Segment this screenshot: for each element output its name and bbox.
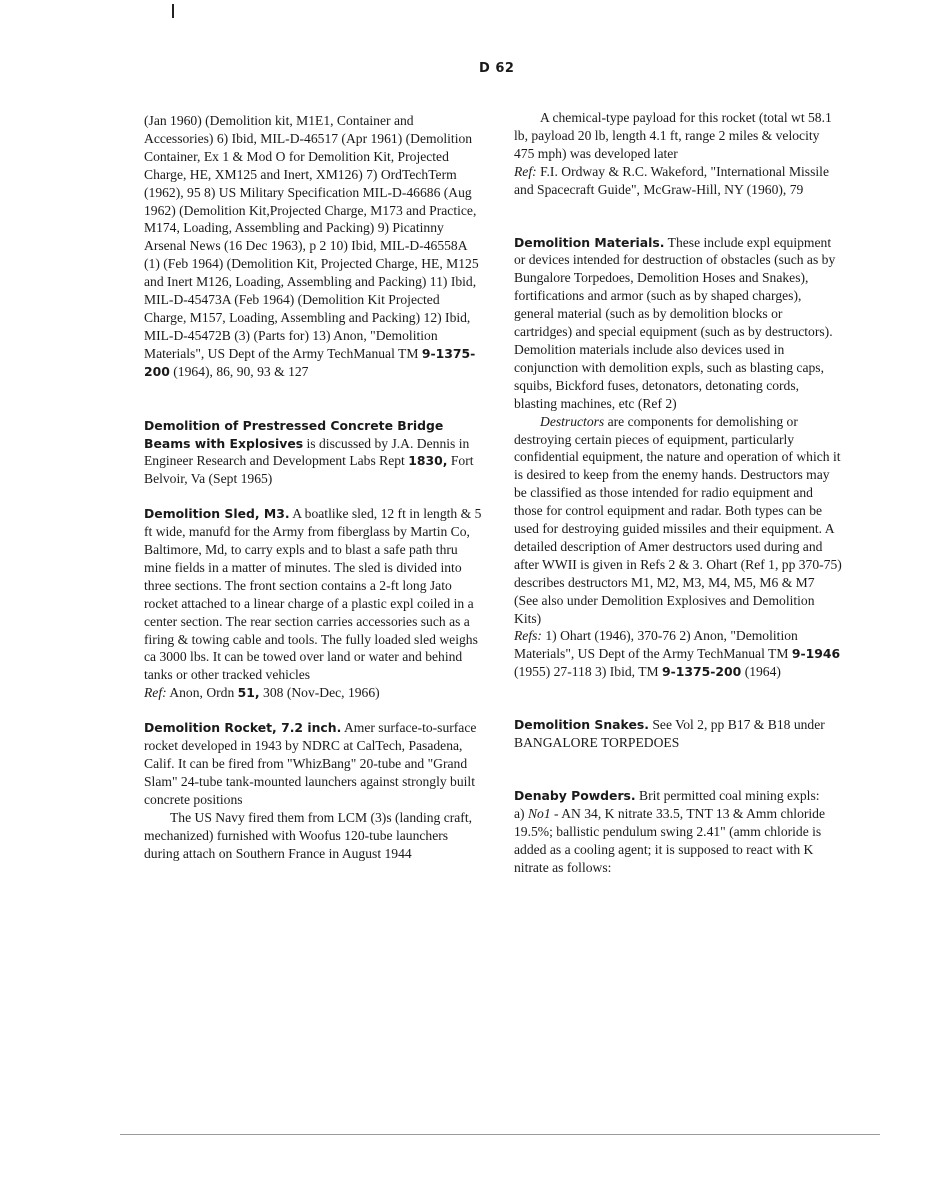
entry-demolition-rocket: Demolition Rocket, 7.2 inch. Amer surface-to-surface rocket developed in 1943 by NDRC at CalTech, Pasadena, Calif. It can be fired from "WhizBang" 20-tube and "Grand Slam" 24-tube tank-mounted launchers against strongly built concrete positions	[144, 720, 477, 807]
entry-demolition-sled: Demolition Sled, M3. A boatlike sled, 12 ft in length & 5 ft wide, manufd for the Army from fiberglass by Martin Co, Baltimore, Md, to carry expls and to blast a safe path thru mine fields in a matter of minutes. The sled is divided into three sections. The front section contains a 2-ft long Jato rocket attached to a linear charge of a plastic expl coiled in a center section. The rear section carries accessories such as a firing & towing cable and tools. The fully loaded sled weighs ca 3000 lbs. It can be towed over land or water and behind tanks or other tracked vehicles	[144, 506, 482, 683]
entry-denaby-powders: Denaby Powders. Brit permitted coal mining expls:	[514, 788, 820, 803]
entry-heading: Demolition Rocket, 7.2 inch.	[144, 720, 342, 736]
entry-demolition-snakes: Demolition Snakes. See Vol 2, pp B17 & B18 under BANGALORE TORPEDOES	[514, 717, 825, 751]
materials-references: Refs: 1) Ohart (1946), 370-76 2) Anon, "Demolition Materials", US Dept of the Army TechManual TM 9-1946 (1955) 27-118 3) Ibid, TM 9-1375-200 (1964)	[514, 628, 841, 680]
rocket-reference: Ref: F.I. Ordway & R.C. Wakeford, "International Missile and Spacecraft Guide", McGraw-Hill, NY (1960), 79	[514, 163, 829, 197]
entry-bridge-beams: Demolition of Prestressed Concrete Bridge Beams with Explosives is discussed by J.A. Dennis in Engineer Research and Development Labs Rept 1830, Fort Belvoir, Va (Sept 1965)	[144, 417, 474, 487]
page-number: D 62	[479, 61, 515, 76]
footer-rule	[120, 1134, 880, 1135]
references-continued: (Jan 1960) (Demolition kit, M1E1, Container and Accessories) 6) Ibid, MIL-D-46517 (Apr 1961) (Demolition Container, Ex 1 & Mod O for Demolition Kit, Projected Charge, HE, XM125 and Inert, XM126) 7) OrdTechTerm (1962), 95 8) US Military Specification MIL-D-46686 (Aug 1962) (Demolition Kit,Projected Charge, M173 and Practice, M174, Loading, Assembling and Packing) 9) Picatinny Arsenal News (16 Dec 1963), p 2 10) Ibid, MIL-D-46558A (1) (Feb 1964) (Demolition Kit, Projected Charge, HE, M125 and Inert M126, Loading, Assembling and Packing) 11) Ibid, MIL-D-45473A (Feb 1964) (Demolition Kit Projected Charge, M157, Loading, Assembling and Packing) 12) Ibid, MIL-D-45472B (3) (Parts for) 13) Anon, "Demolition Materials", US Dept of the Army TechManual TM 9-1375-200 (1964), 86, 90, 93 & 127	[144, 113, 479, 379]
left-column	[144, 112, 482, 862]
entry-heading: Demolition Materials.	[514, 234, 665, 250]
right-column	[514, 109, 842, 877]
destructors-paragraph: Destructors are components for demolishing or destroying certain pieces of equipment, particularly confidential equipment, the nature and operation of which it is desired to keep from the enemy hands. Destructors may be classified as those intended for radio equipment and those for control equipment and radar. Both types can be used for destroying guided missiles and their equipment. A detailed description of Amer destructors used during and after WWII is given in Refs 2 & 3. Ohart (Ref 1, pp 370-75) describes destructors M1, M2, M3, M4, M5, M6 & M7 (See also under Demolition Explosives and Demolition Kits)	[514, 413, 842, 626]
sled-reference: Ref: Anon, Ordn 51, 308 (Nov-Dec, 1966)	[144, 685, 380, 701]
rocket-navy-paragraph: The US Navy fired them from LCM (3)s (landing craft, mechanized) furnished with Woofus 120-tube launchers during attach on Southern France in August 1944	[144, 809, 473, 861]
entry-heading: Demolition Snakes.	[514, 717, 649, 733]
entry-heading: Demolition of Prestressed Concrete Bridge Beams with Explosives	[144, 417, 444, 451]
entry-heading: Denaby Powders.	[514, 788, 636, 803]
entry-heading: Demolition Sled, M3.	[144, 506, 290, 522]
margin-mark	[172, 4, 174, 18]
rocket-continued: A chemical-type payload for this rocket (total wt 58.1 lb, payload 20 lb, length 4.1 ft, range 2 miles & velocity 475 mph) was developed later	[514, 110, 832, 161]
entry-demolition-materials: Demolition Materials. These include expl equipment or devices intended for destruction of obstacles (such as by Bungalore Torpedoes, Demolition Hoses and Snakes), fortifications and armor (such as by shaped charges), general material (such as by demolition blocks or cartridges) and special equipment (such as by destructors). Demolition materials include also devices used in conjunction with demolition expls, such as blasting caps, squibs, Bickford fuses, detonators, detonating cords, blasting machines, etc (Ref 2)	[514, 234, 836, 411]
denaby-no1: a) No1 - AN 34, K nitrate 33.5, TNT 13 & Amm chloride 19.5%; ballistic pendulum swing 2.41" (amm chloride is added as a cooling agent; it is supposed to react with K nitrate as follows:	[514, 805, 826, 875]
